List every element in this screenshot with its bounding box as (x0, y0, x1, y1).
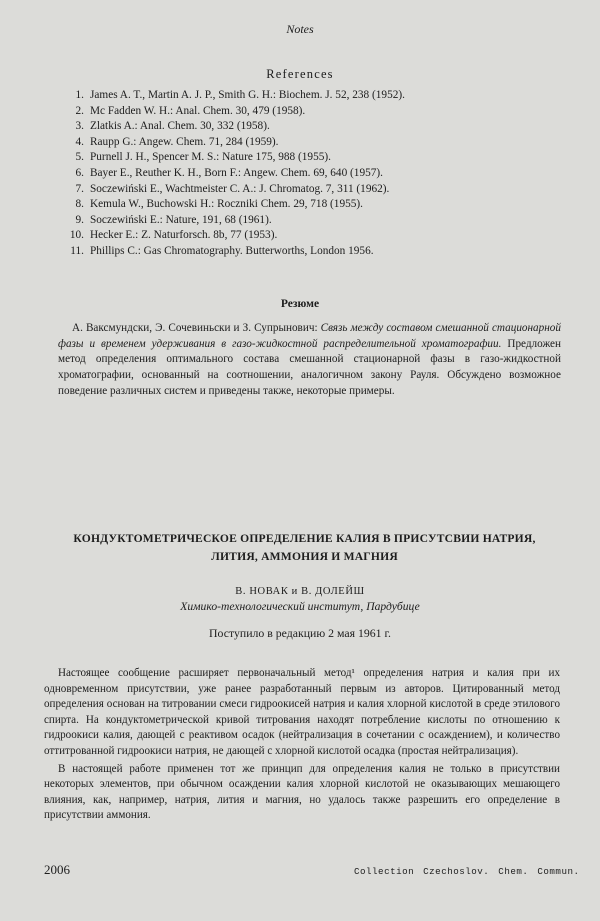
resume-paragraph (58, 321, 561, 400)
reference-number: 5. (75, 151, 84, 164)
article-institute: Химико-технологический институт, Пардубице (180, 600, 420, 613)
body-paragraph-2: В настоящей работе применен тот же принцип для определения калия не только в присутствии некоторых элементов, при обычном осаждении калия хлорной кислотой не оказывающих мешающего влияния, как, например, натрия, лития и магния, но удалось также разрешить его определение в присутствии аммония. (44, 762, 560, 822)
reference-text: James A. T., Martin A. J. P., Smith G. H.: Biochem. J. 52, 238 (1952). (90, 89, 405, 101)
article-body (44, 666, 560, 824)
reference-item (58, 166, 578, 182)
journal-name: Collection Czechoslov. Chem. Commun. (354, 866, 580, 877)
reference-number: 6. (75, 166, 84, 179)
article-title: КОНДУКТОМЕТРИЧЕСКОЕ ОПРЕДЕЛЕНИЕ КАЛИЯ В ПРИСУТСВИИ НАТРИЯ, ЛИТИЯ, АММОНИЯ И МАГНИЯ (73, 532, 536, 563)
reference-item (58, 213, 578, 229)
reference-text: Mc Fadden W. H.: Anal. Chem. 30, 479 (1958). (90, 104, 306, 117)
resume-heading: Резюме (280, 298, 320, 310)
references-list (58, 88, 578, 260)
reference-number: 9. (75, 213, 84, 226)
reference-text: Zlatkis A.: Anal. Chem. 30, 332 (1958). (90, 120, 270, 133)
resume-paper-title: Связь между составом смешанной стационарной фазы и временем удерживания в газо-жидкостной распределительной хроматографии. (58, 322, 561, 350)
reference-number: 4. (75, 135, 84, 148)
reference-text: Soczewiński E.: Nature, 191, 68 (1961). (90, 213, 272, 226)
reference-item (58, 135, 578, 151)
reference-text: Soczewiński E., Wachtmeister C. A.: J. Chromatog. 7, 311 (1962). (90, 182, 390, 195)
reference-number: 8. (75, 198, 84, 211)
reference-text: Bayer E., Reuther K. H., Born F.: Angew. Chem. 69, 640 (1957). (90, 166, 383, 179)
page-number: 2006 (44, 862, 70, 877)
resume-authors: А. Ваксмундски, Э. Сочевиньски и З. Супрынович: (72, 322, 318, 334)
reference-text: Raupp G.: Angew. Chem. 71, 284 (1959). (90, 135, 279, 148)
reference-number: 7. (75, 182, 84, 195)
reference-text: Hecker E.: Z. Naturforsch. 8b, 77 (1953). (90, 229, 278, 242)
reference-number: 1. (75, 89, 84, 101)
references-heading: References (266, 67, 334, 81)
running-header: Notes (286, 22, 314, 36)
reference-item (58, 228, 578, 244)
reference-item (58, 104, 578, 120)
reference-item (58, 182, 578, 198)
reference-number: 2. (75, 104, 84, 117)
reference-number: 10. (69, 229, 84, 242)
reference-item (58, 244, 578, 260)
reference-text: Phillips C.: Gas Chromatography. Butterworths, London 1956. (90, 244, 374, 257)
reference-item (58, 88, 578, 104)
reference-text: Purnell J. H., Spencer M. S.: Nature 175, 988 (1955). (90, 151, 331, 164)
reference-number: 11. (70, 244, 84, 257)
article-received-date: Поступило в редакцию 2 мая 1961 г. (209, 626, 391, 640)
reference-text: Kemula W., Buchowski H.: Roczniki Chem. 29, 718 (1955). (90, 198, 363, 211)
reference-item (58, 197, 578, 213)
body-paragraph-1: Настоящее сообщение расширяет первоначальный метод¹ определения натрия и калия при их одновременном присутствии, уже ранее разработанный первым из авторов. Цитированный метод определения основан на титровании смеси гидроокисей натрия и калия хлорной кислотой в среде этилового спирта. На кондуктометрической кривой титрования находят потребление кислоты по отношению к гидроокиси калия, дающей с реактивом осадок (нейтрализация в сочетании с осаждением), и количество оттитрованной гидроокиси натрия, не дающей с хлорной кислотой осадка (простая нейтрализация). (44, 667, 560, 757)
resume-text: Предложен метод определения оптимального состава смешанной стационарной фазы в газо-жидкостной хроматографии, основанный на соотношении, аналогичном закону Рауля. Обсуждено возможное поведение различных систем и приведены также, некоторые примеры. (58, 337, 561, 397)
article-authors: В. НОВАК и В. ДОЛЕЙШ (235, 586, 365, 597)
reference-number: 3. (75, 120, 84, 133)
reference-item (58, 150, 578, 166)
reference-item (58, 119, 578, 135)
